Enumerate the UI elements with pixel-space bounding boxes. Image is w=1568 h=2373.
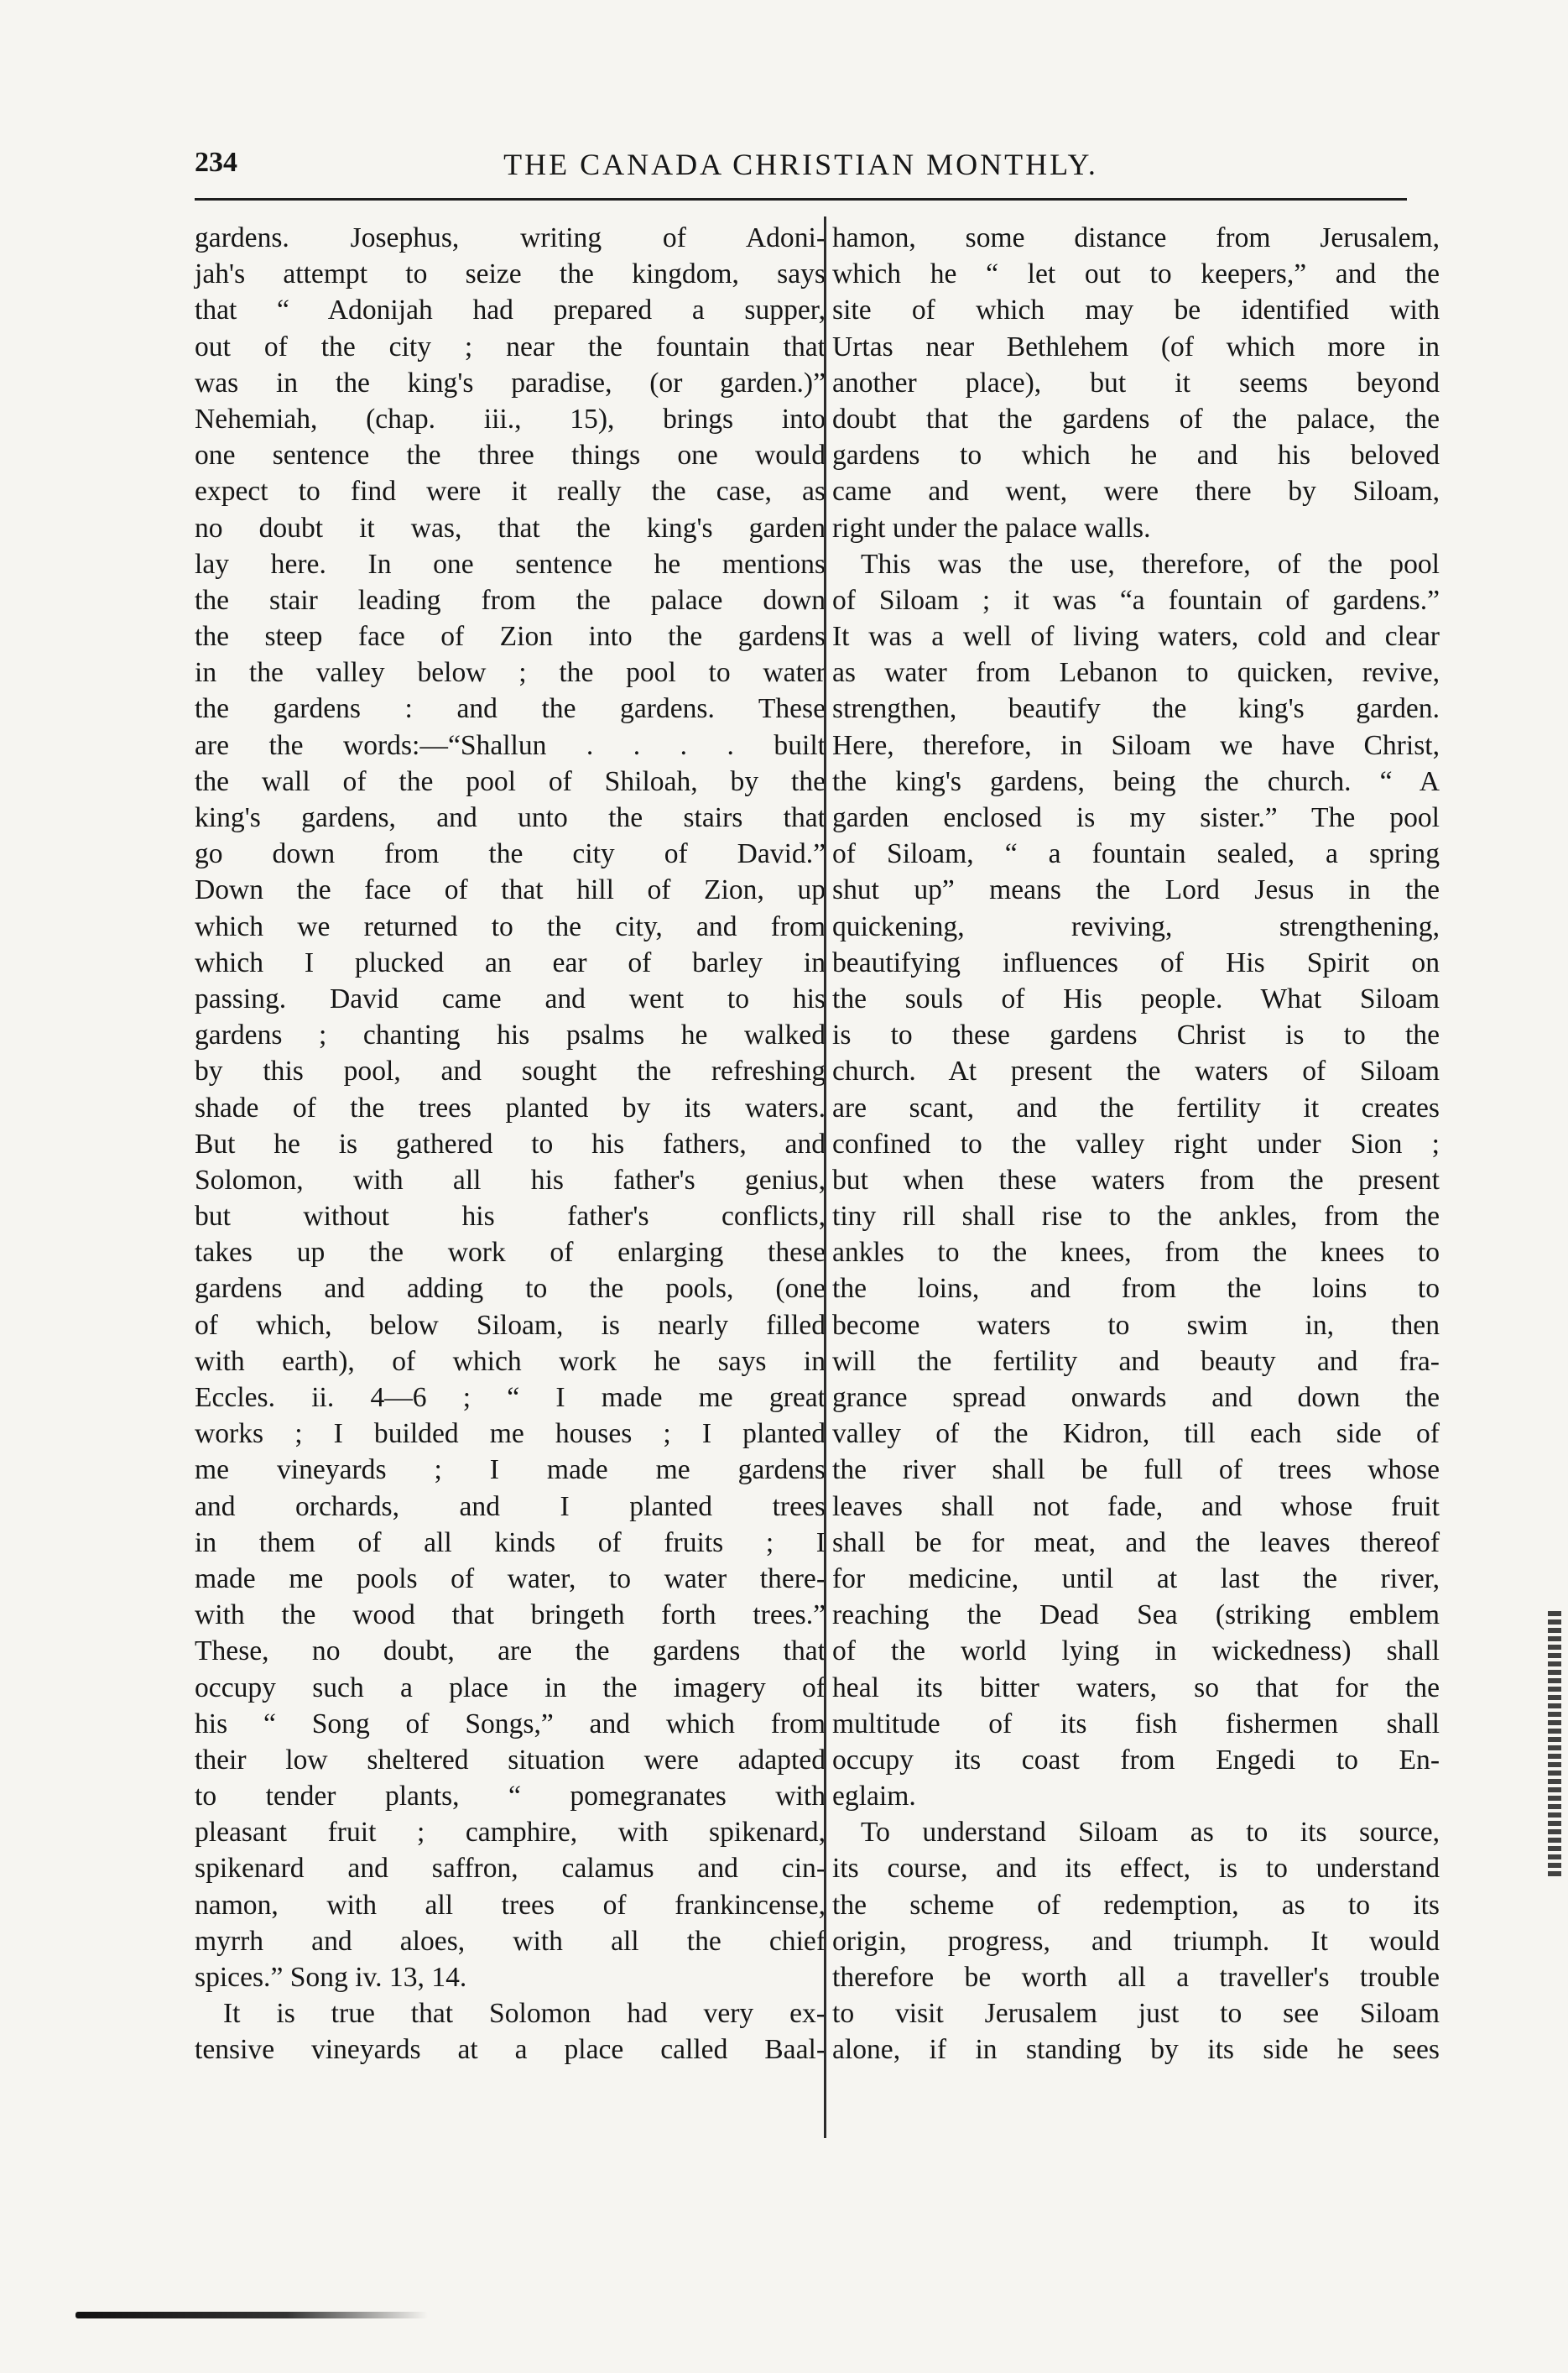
text-line: are scant, and the fertility it creates — [832, 1092, 1440, 1124]
text-line: To understand Siloam as to its source, — [861, 1817, 1440, 1849]
text-line: one sentence the three things one would — [195, 440, 826, 472]
text-line: site of which may be identified with — [832, 295, 1440, 326]
text-line: are the words:—“Shallun . . . . built — [195, 729, 826, 761]
text-line: become waters to swim in, then — [832, 1309, 1440, 1341]
text-line: occupy its coast from Engedi to En- — [832, 1744, 1440, 1776]
text-line: out of the city ; near the fountain that — [195, 331, 826, 362]
text-line: as water from Lebanon to quicken, revive, — [832, 657, 1440, 689]
text-line: heal its bitter waters, so that for the — [832, 1672, 1440, 1703]
text-line: It was a well of living waters, cold and clear — [832, 621, 1440, 653]
text-line: Nehemiah, (chap. iii., 15), brings into — [195, 403, 826, 435]
text-line: shut up” means the Lord Jesus in the — [832, 874, 1440, 906]
text-line: lay here. In one sentence he mentions — [195, 548, 826, 580]
text-line: in the valley below ; the pool to water — [195, 657, 826, 689]
text-line: in them of all kinds of fruits ; I — [195, 1526, 826, 1558]
text-line: which we returned to the city, and from — [195, 910, 826, 942]
text-line: the king's gardens, being the church. “ A — [832, 765, 1440, 797]
text-line: another place), but it seems beyond — [832, 367, 1440, 399]
text-line: works ; I builded me houses ; I planted — [195, 1418, 826, 1450]
text-line: This was the use, therefore, of the pool — [861, 548, 1440, 580]
text-line: no doubt it was, that the king's garden — [195, 512, 826, 544]
text-line: doubt that the gardens of the palace, the — [832, 403, 1440, 435]
text-line: therefore be worth all a traveller's trouble — [832, 1962, 1440, 1993]
text-line: pleasant fruit ; camphire, with spikenard, — [195, 1817, 826, 1849]
text-line: garden enclosed is my sister.” The pool — [832, 802, 1440, 833]
text-line: which he “ let out to keepers,” and the — [832, 258, 1440, 290]
text-line: of the world lying in wickedness) shall — [832, 1635, 1440, 1667]
text-line: the scheme of redemption, as to its — [832, 1889, 1440, 1921]
text-line: beautifying influences of His Spirit on — [832, 947, 1440, 978]
text-line: shade of the trees planted by its waters. — [195, 1092, 826, 1124]
text-line: hamon, some distance from Jerusalem, — [832, 222, 1440, 253]
column-divider — [824, 216, 826, 2138]
text-line: Down the face of that hill of Zion, up — [195, 874, 826, 906]
text-line: gardens and adding to the pools, (one — [195, 1273, 826, 1305]
text-line: by this pool, and sought the refreshing — [195, 1056, 826, 1087]
text-line: Here, therefore, in Siloam we have Christ, — [832, 729, 1440, 761]
text-line: But he is gathered to his fathers, and — [195, 1128, 826, 1160]
text-line: ankles to the knees, from the knees to — [832, 1237, 1440, 1269]
text-line: reaching the Dead Sea (striking emblem — [832, 1599, 1440, 1631]
text-line: jah's attempt to seize the kingdom, says — [195, 258, 826, 290]
right-text-column — [832, 220, 1440, 2068]
text-line: tensive vineyards at a place called Baal- — [195, 2034, 826, 2066]
text-line: but without his father's conflicts, — [195, 1201, 826, 1233]
text-line: the stair leading from the palace down — [195, 584, 826, 616]
text-line: leaves shall not fade, and whose fruit — [832, 1490, 1440, 1522]
text-line: Eccles. ii. 4—6 ; “ I made me great — [195, 1382, 826, 1413]
text-line: takes up the work of enlarging these — [195, 1237, 826, 1269]
text-line: alone, if in standing by its side he sees — [832, 2034, 1440, 2066]
text-line: the loins, and from the loins to — [832, 1273, 1440, 1305]
text-line: expect to find were it really the case, as — [195, 476, 826, 508]
text-line: It is true that Solomon had very ex- — [223, 1998, 826, 2030]
text-line: strengthen, beautify the king's garden. — [832, 693, 1440, 725]
text-line: made me pools of water, to water there- — [195, 1562, 826, 1594]
text-line: to tender plants, “ pomegranates with — [195, 1781, 826, 1812]
text-line: namon, with all trees of frankincense, — [195, 1889, 826, 1921]
text-line: multitude of its fish fishermen shall — [832, 1708, 1440, 1739]
text-line: church. At present the waters of Siloam — [832, 1056, 1440, 1087]
binding-edge-mark — [1548, 1611, 1561, 1880]
text-line: was in the king's paradise, (or garden.)” — [195, 367, 826, 399]
text-line: of Siloam ; it was “a fountain of gardens.” — [832, 584, 1440, 616]
page-number: 234 — [195, 147, 237, 178]
text-line: eglaim. — [832, 1781, 916, 1812]
text-line: with the wood that bringeth forth trees.” — [195, 1599, 826, 1631]
text-line: with earth), of which work he says in — [195, 1345, 826, 1377]
text-line: me vineyards ; I made me gardens — [195, 1454, 826, 1486]
text-line: gardens ; chanting his psalms he walked — [195, 1020, 826, 1051]
text-line: that “ Adonijah had prepared a supper, — [195, 295, 826, 326]
text-line: Urtas near Bethlehem (of which more in — [832, 331, 1440, 362]
text-line: the steep face of Zion into the gardens — [195, 621, 826, 653]
text-line: gardens to which he and his beloved — [832, 440, 1440, 472]
text-line: origin, progress, and triumph. It would — [832, 1925, 1440, 1957]
scan-smudge — [76, 2312, 428, 2318]
text-line: right under the palace walls. — [832, 512, 1151, 544]
text-line: the wall of the pool of Shiloah, by the — [195, 765, 826, 797]
text-line: spices.” Song iv. 13, 14. — [195, 1962, 467, 1993]
text-line: king's gardens, and unto the stairs that — [195, 802, 826, 833]
text-line: to visit Jerusalem just to see Siloam — [832, 1998, 1440, 2030]
text-line: tiny rill shall rise to the ankles, from the — [832, 1201, 1440, 1233]
text-line: occupy such a place in the imagery of — [195, 1672, 826, 1703]
text-line: Solomon, with all his father's genius, — [195, 1164, 826, 1196]
text-line: their low sheltered situation were adapted — [195, 1744, 826, 1776]
text-line: and orchards, and I planted trees — [195, 1490, 826, 1522]
text-line: myrrh and aloes, with all the chief — [195, 1925, 826, 1957]
text-line: grance spread onwards and down the — [832, 1382, 1440, 1413]
page-header — [195, 147, 1407, 190]
text-line: will the fertility and beauty and fra- — [832, 1345, 1440, 1377]
text-line: of Siloam, “ a fountain sealed, a spring — [832, 838, 1440, 870]
text-line: go down from the city of David.” — [195, 838, 826, 870]
text-line: for medicine, until at last the river, — [832, 1562, 1440, 1594]
text-line: of which, below Siloam, is nearly filled — [195, 1309, 826, 1341]
text-line: shall be for meat, and the leaves thereof — [832, 1526, 1440, 1558]
text-line: is to these gardens Christ is to the — [832, 1020, 1440, 1051]
text-line: passing. David came and went to his — [195, 983, 826, 1014]
text-line: his “ Song of Songs,” and which from — [195, 1708, 826, 1739]
text-line: spikenard and saffron, calamus and cin- — [195, 1853, 826, 1885]
text-line: but when these waters from the present — [832, 1164, 1440, 1196]
left-text-column — [195, 220, 826, 2068]
header-rule — [195, 198, 1407, 201]
text-line: quickening, reviving, strengthening, — [832, 910, 1440, 942]
text-line: These, no doubt, are the gardens that — [195, 1635, 826, 1667]
text-line: the gardens : and the gardens. These — [195, 693, 826, 725]
running-title: THE CANADA CHRISTIAN MONTHLY. — [503, 148, 1098, 181]
text-line: its course, and its effect, is to understand — [832, 1853, 1440, 1885]
text-line: valley of the Kidron, till each side of — [832, 1418, 1440, 1450]
text-line: gardens. Josephus, writing of Adoni- — [195, 222, 826, 253]
text-line: the river shall be full of trees whose — [832, 1454, 1440, 1486]
text-line: confined to the valley right under Sion ; — [832, 1128, 1440, 1160]
text-line: came and went, were there by Siloam, — [832, 476, 1440, 508]
text-line: which I plucked an ear of barley in — [195, 947, 826, 978]
text-line: the souls of His people. What Siloam — [832, 983, 1440, 1014]
